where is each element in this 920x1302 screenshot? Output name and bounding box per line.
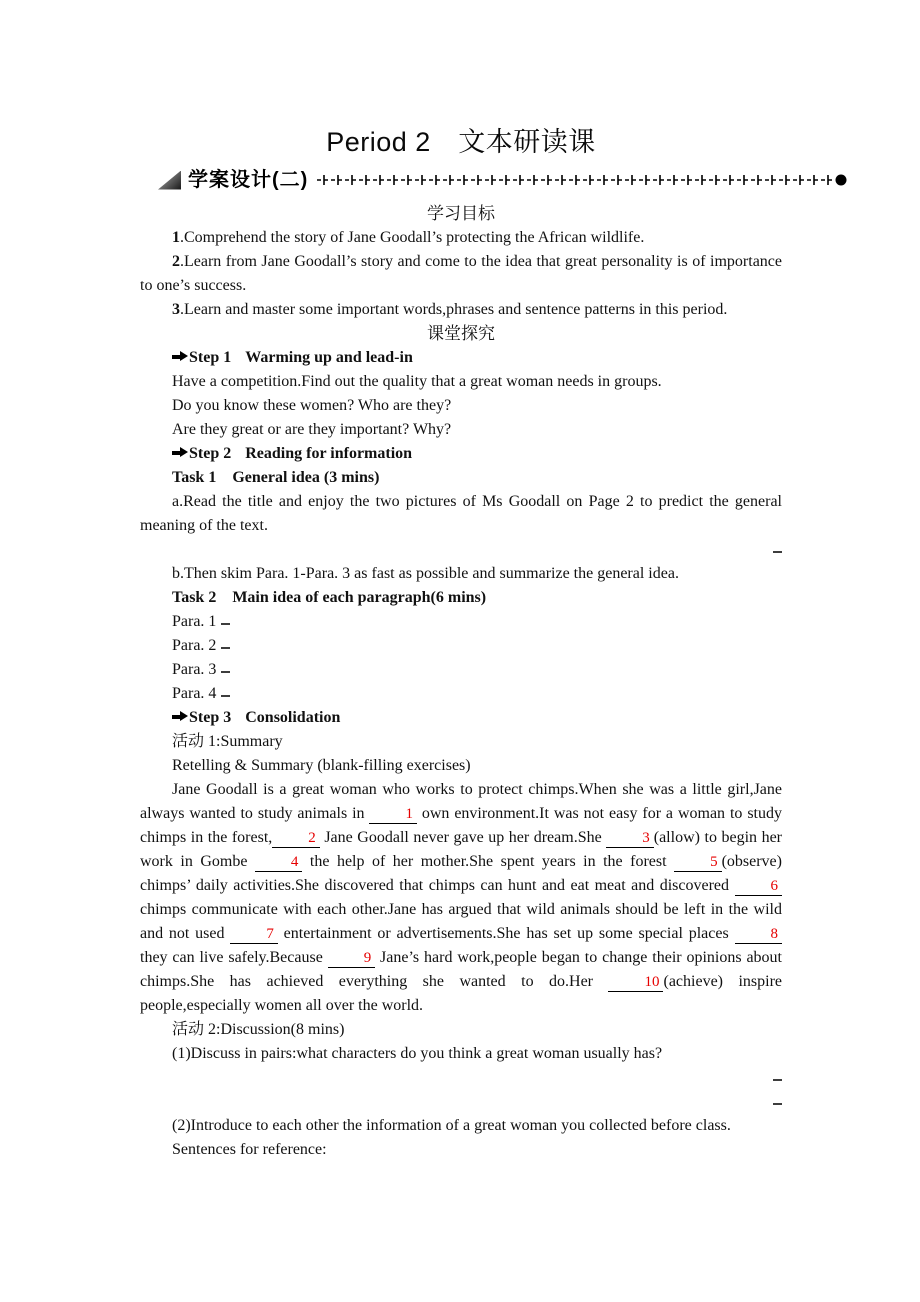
right-arrow-icon (172, 447, 188, 458)
para-label: Para. 2 (172, 637, 217, 654)
text-segment: the help of her mother.She spent years in the forest (302, 853, 675, 870)
reference-label: Sentences for reference: (172, 1141, 327, 1158)
step1-title: Warming up and lead-in (245, 349, 413, 366)
objective-text: .Learn from Jane Goodall’s story and come to the idea that great personality is of importance to one’s success. (140, 253, 782, 294)
objective-item-2 (140, 250, 782, 298)
fill-blank-9: 9 (328, 949, 376, 968)
ruler-line-icon (317, 172, 849, 188)
task1-heading: Task 1 General idea (3 mins) (172, 469, 380, 486)
step1-line-2: Do you know these women? Who are they? (172, 397, 452, 414)
objective-text: .Learn and master some important words,phrases and sentence patterns in this period. (180, 301, 728, 318)
step1-heading (140, 346, 782, 370)
objective-number: 3 (172, 301, 180, 318)
task2-para-1 (140, 610, 782, 634)
step2-label: Step 2 (189, 445, 232, 462)
para-label: Para. 1 (172, 613, 217, 630)
step1-label: Step 1 (189, 349, 232, 366)
text-segment: chimps communicate with each other.Jane has argued that wild animals should be left in the wild and not used (140, 901, 782, 942)
text-segment: they can live safely.Because (140, 949, 328, 966)
ruler-end-dot (836, 175, 847, 186)
task2-para-4 (140, 682, 782, 706)
answer-line-stub (140, 1066, 782, 1090)
blank-line-stub (773, 1103, 782, 1106)
text-segment: entertainment or advertisements.She has set up some special places (277, 925, 735, 942)
step3-title: Consolidation (245, 709, 341, 726)
triangle-flag-icon (158, 171, 181, 190)
task2-para-2 (140, 634, 782, 658)
activity1-label: 活动 1:Summary (172, 733, 283, 750)
step1-line-3: Are they great or are they important? Why? (172, 421, 452, 438)
blank-line-stub (221, 623, 230, 626)
answer-line-stub (140, 1090, 782, 1114)
text-segment: Jane Goodall is a great woman who works to protect chimps.When she was a little girl,Jane always wanted to study animals in (140, 781, 782, 822)
activity1-subtitle: Retelling & Summary (blank-filling exercises) (172, 757, 471, 774)
section-banner-label: 学案设计(二) (188, 169, 309, 191)
blank-line-stub (221, 647, 230, 650)
objective-number: 2 (172, 253, 180, 270)
right-arrow-icon (172, 711, 188, 722)
para-label: Para. 4 (172, 685, 217, 702)
task1-item-b: b.Then skim Para. 1-Para. 3 as fast as possible and summarize the general idea. (172, 565, 679, 582)
step3-label: Step 3 (189, 709, 232, 726)
task2-heading: Task 2 Main idea of each paragraph(6 mins) (172, 589, 487, 606)
text-segment: (observe) chimps’ daily activities.She discovered that chimps can hunt and eat meat and discovered (140, 853, 782, 894)
objective-item-3 (140, 298, 782, 322)
fill-blank-2: 2 (272, 829, 320, 848)
objectives-header: 学习目标 (427, 204, 495, 223)
objective-item-1 (140, 226, 782, 250)
activity2-label: 活动 2:Discussion(8 mins) (172, 1021, 345, 1038)
blank-line-stub (773, 551, 782, 554)
objective-text: .Comprehend the story of Jane Goodall’s protecting the African wildlife. (180, 229, 645, 246)
text-segment: (achieve) inspire people,especially women all over the world. (140, 973, 783, 1014)
step2-heading (140, 442, 782, 466)
answer-line-stub (140, 538, 782, 562)
blank-line-stub (221, 671, 230, 674)
section-banner (158, 166, 782, 194)
text-segment: own environment.It was not easy for a woman to study chimps in the forest, (140, 805, 782, 846)
objective-number: 1 (172, 229, 180, 246)
text-segment: (allow) to begin her work in Gombe (140, 829, 783, 870)
page-title: Period 2 文本研读课 (326, 127, 596, 157)
text-segment: Jane Goodall never gave up her dream.She (319, 829, 607, 846)
fill-blank-10: 10 (608, 973, 663, 992)
step2-title: Reading for information (245, 445, 413, 462)
step1-line-1: Have a competition.Find out the quality that a great woman needs in groups. (172, 373, 662, 390)
blank-line-stub (773, 1079, 782, 1082)
para-label: Para. 3 (172, 661, 217, 678)
exploration-header: 课堂探究 (427, 324, 495, 343)
fill-blank-8: 8 (735, 925, 783, 944)
step3-heading (140, 706, 782, 730)
fill-blank-6: 6 (735, 877, 783, 896)
fill-blank-4: 4 (255, 853, 303, 872)
task1-item-a: a.Read the title and enjoy the two pictures of Ms Goodall on Page 2 to predict the general meaning of the text. (140, 493, 782, 534)
task2-para-3 (140, 658, 782, 682)
discussion-question-1: (1)Discuss in pairs:what characters do you think a great woman usually has? (172, 1045, 663, 1062)
fill-blank-7: 7 (230, 925, 278, 944)
blank-line-stub (221, 695, 230, 698)
discussion-question-2: (2)Introduce to each other the information of a great woman you collected before class. (172, 1117, 731, 1134)
text-segment: Jane’s hard work,people began to change their opinions about chimps.She has achieved everything she wanted to do.Her (140, 949, 782, 990)
right-arrow-icon (172, 351, 188, 362)
summary-paragraph (140, 778, 782, 1018)
fill-blank-1: 1 (369, 805, 417, 824)
fill-blank-3: 3 (606, 829, 654, 848)
fill-blank-5: 5 (674, 853, 722, 872)
